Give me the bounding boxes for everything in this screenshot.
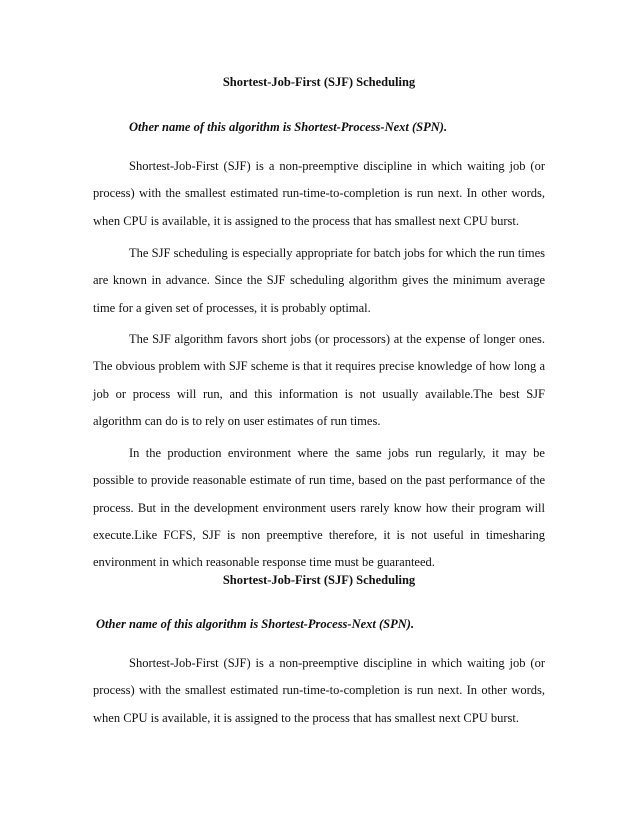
section-1-paragraph-1: Shortest-Job-First (SJF) is a non-preemptive discipline in which waiting job (or process) with the smallest estimated run-time-to-completion is run next. In other words, when CPU is available, it is assigned to the process that has smallest next CPU burst. — [93, 159, 545, 228]
section-2-subtitle: Other name of this algorithm is Shortest-Process-Next (SPN). — [96, 617, 415, 631]
section-2-paragraph-1: Shortest-Job-First (SJF) is a non-preemptive discipline in which waiting job (or process) with the smallest estimated run-time-to-completion is run next. In other words, when CPU is available, it is assigned to the process that has smallest next CPU burst. — [93, 656, 545, 725]
section-1-title: Shortest-Job-First (SJF) Scheduling — [222, 75, 416, 89]
section-1-subtitle: Other name of this algorithm is Shortest-Process-Next (SPN). — [129, 120, 448, 134]
section-1-paragraph-3: The SJF algorithm favors short jobs (or processors) at the expense of longer ones. The obvious problem with SJF scheme is that it requires precise knowledge of how long a job or process will run, and this information is not usually available.The best SJF algorithm can do is to rely on user estimates of run times. — [93, 332, 545, 428]
section-1-paragraph-4: In the production environment where the same jobs run regularly, it may be possible to provide reasonable estimate of run time, based on the past performance of the process. But in the development environment users rarely know how their program will execute.Like FCFS, SJF is non preemptive therefore, it is not useful in timesharing environment in which reasonable response time must be guaranteed. — [93, 446, 545, 570]
section-1-paragraph-2: The SJF scheduling is especially appropriate for batch jobs for which the run times are known in advance. Since the SJF scheduling algorithm gives the minimum average time for a given set of processes, it is probably optimal. — [93, 246, 545, 315]
section-2-title: Shortest-Job-First (SJF) Scheduling — [222, 573, 416, 587]
